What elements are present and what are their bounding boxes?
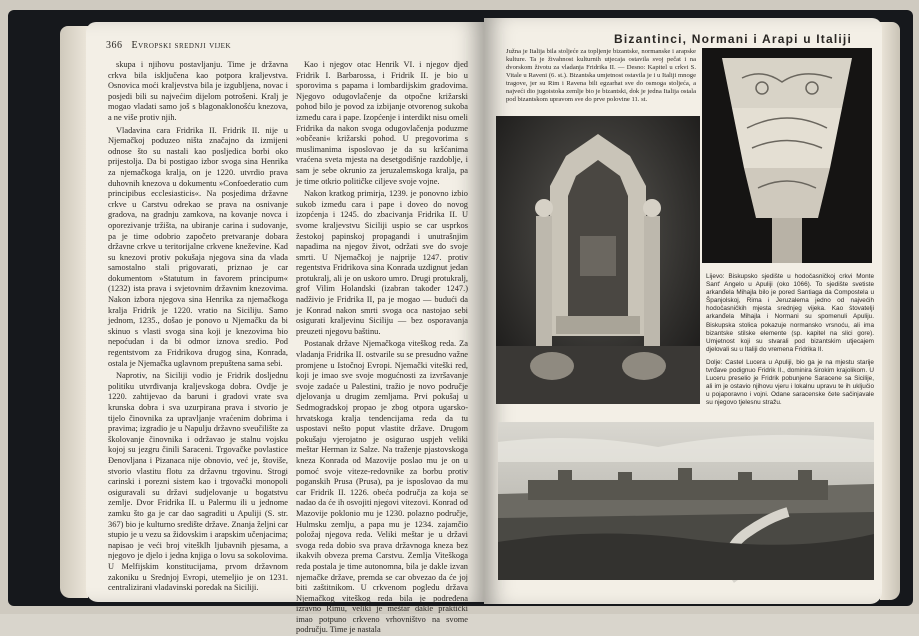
left-page [86, 22, 484, 635]
left-running-head [106, 40, 231, 51]
paragraph: Postanak države Njemačkoga viteškog reda. Za vladanja Fridrika II. ostvarile su se presudno važne promjene u Istočnoj Evropi. Njemački viteški red, koji je imao sve svoje mogućnosti za izvršavanje svoje zadaće u Palestini, tražio je novo područje djelovanja u drugim zemljama. Prvi pokušaj u Sedmogradskoj propao je zbog otpora ugarsko-hrvatskoga kralja tendencijama reda da tu uspostavi nešto poput vlastite države. Drugom pokušaju vjerojatno je osigurao uspjeh veliki meštar Herman iz Salze. Na traženje pjastovskoga kneza Konrada od Mazovije poslao mu je on u pomoć svoje viteze-redovnike za borbu protiv poganskih Prusa (Prusa), pa je isposlovao da mu car Fridrik II. 1226. obeća područja za koja se nadao da će ih osvojiti njegovi vitezovi. Konrad od Mazovije poklonio mu je 1230. polazno područje, Hulmsku zemlju, a papa mu je 1234. zajamčio položaj njegova reda. Veliki meštar je u državi svoga reda dobio sva prava državnoga kneza bez ikakvih obveza prema Carstvu. Zemlja Viteškoga reda postala je time autonomna, bila je dakle izvan njemačke države, premda se car obvezao da će joj biti zaštitnikom. U crkvenom pogledu država Njemačkog viteškog reda bila je podređena izravno Rimu, veliki je meštar dakle praktički imao potpuno crkveno vrhovništvo na svome području. Time je nastala [296, 339, 468, 635]
paragraph: Kao i njegov otac Henrik VI. i njegov djed Fridrik I. Barbarossa, i Fridrik II. je bio u sporovima s papama i lombardijskim gradovima. Njegovo odugovlačenje da otpočne križarski pohod bilo je povod za izbijanje otvorenog sukoba između cara i pape. Izopćenje i interdikt nisu omeli Fridrika da nakon svoga odugovlačenja poduzme »občeani« križarski pohod. U pregovorima s muslimanima isposlovao je da su kršćanima vraćena sveta mjesta na desetgodišnje razdoblje, i sam je sebe okrunio za jeruzalemskoga kralja, pa je time otkrio političke ciljeve svoje vojne. [296, 60, 468, 186]
caption-left: Lijevo: Biskupsko sjedište u hodočasničkoj crkvi Monte Sant' Angelo u Apuliji (oko 1066). To sjedište svetiste arkanđela Mihajla bilo je pored Santiaga da Compostela u Španjolskoj, Rima i Jeruzalema jedno od najvećih hodočasničkih mjesta srednjeg vijeka. Kao štovatelji arkanđela Mihajla i Normani su spomenuli Apuliju. Biskupska stolica pokazuje normansko vrsnoću, ali ima bizantske stilske elemente (sp. kapitel na slici gore). Umjetnost koji su stvarali pod bizantskim utjecajem djelovali su u Italiji do vremena Fridrika II. [706, 273, 874, 353]
right-page [484, 18, 882, 604]
bishop-throne-photo [496, 116, 700, 404]
caption-bottom: Dolje: Castel Lucera u Apuliji, bio ga je na mjestu starije tvrđave podignuo Fridrik II., dominira širokim krajolikom. U Luceru preselio je Fridrik pobunjene Saracene sa Sicilije, ali im je ostavio njihovu vjeru i lokalnu upravu te ih uključio u pojaporavno i vojni. Odane saracenske čete sačinjavale su njegovo tjelesnu stražu. [706, 358, 874, 407]
captions [706, 273, 874, 413]
page-edges-right [880, 22, 900, 600]
paragraph: Nakon kratkog primirja, 1239. je ponovno izbio sukob između cara i pape i doveo do novog izopćenja i 1245. do zbacivanja Fridrika II. U svome kraljevstvu Siciliji uspio se car usprkos žestokoj papinskoj propagandi i unutrašnjim napadima na njegov život, održati sve do svoje smrti. U Njemačkoj je najprije 1247. protiv regentstva Fridrikova sina Konrada uzdignut jedan protukralj, ali je on uskoro umro. Drugi protukralj, grof Vilim Holandski (izabran također 1247.) nadživio je Fridrika II, pa je mogao — budući da je Konrad nakon smrti svoga oca nastojao sebi osigurati kraljevinu Siciliju — bez osporavanja preuzeti njegovu baštinu. [296, 189, 468, 336]
intro-text: Južna je Italija bila stoljeće za topljenje bizantske, normanske i arapske kulture. Ta je živahnost kulturnih utjecaja ostavila svoj pečat i na dvorskom životu za vladanja Fridrika II. — Desno: Kapitel u crkvi S. Vitale u Raveni (6. st.). Bizantska umjetnost ostavila je i u Italiji mnoge tragove, jer su Rim i Ravena bili egzarhat sve do osmoga stoljeća, a najveći dio jugoistoka zemlje bio je bizantski, dok je jedna Italija ostala pod bizantskom upravom sve do prve polovine 11. st. [506, 48, 696, 103]
castle-photo [498, 422, 874, 580]
paragraph: skupa i njihovu postavljanju. Time je državna crkva bila isključena kao potpora kraljevstva. Osnovica moći kraljevstva bila je izgubljena, novac i posjedi bili su najvećim dijelom potrošeni. Kralj je mogao vladati samo još s blagonaklonošću knezova, a ne više protiv njih. [108, 60, 288, 122]
capital-photo [702, 48, 872, 263]
right-running-head: Bizantinci, Normani i Arapi u Italiji [614, 32, 852, 46]
paragraph: Vladavina cara Fridrika II. Fridrik II. nije u Njemačkoj poduzeo ništa značajno da izmijeni odnose što su nastali kao posljedica borbi oko prijestolja. Da bi postigao izbor svoga sina Henrika za njemačkoga kralja, on je 1220. utvrdio prava duhovnih knezova u dokumentu »Confoederatio cum principibus ecclesiasticis«. Na posjedima državne crkve u Carstvu odrekao se prava na osnivanje gradova, na gradnju zamkova, na kovanje novca i oporezivanje tržišta, na ubiranje carina i sudovanje, pa je time odobrio započeto pretvaranje dobara državne crkve u teritorijalne crkvene kneževine. Kad su knezovi protiv pokušaja njegova sina da vlada samostalno stali prigovarati, priznao je car dokumentom »Statutum in favorem principum« (1232) ista prava i svjetovnim državnim knezovima. Nakon izbora njegova sina Henrika za njemačkoga kralja Fridrik je 1220. vratio na Siciliju. Samo jednom, 1235., došao je ponovo u Njemačku da bi skinuo s vlasti svoga sina koji je knezovima bio nepoćudan i da bi odmor iznova sredio. Pod regentstvom za Fridrikova drugog sina, Konrada, ostala je Njemačka uglavnom prepuštena sama sebi. [108, 125, 288, 368]
running-head-title: Evropski srednji vijek [131, 40, 232, 51]
left-column-1 [108, 60, 288, 598]
page-edges-left [60, 26, 88, 598]
page-number: 366 [106, 40, 123, 51]
left-column-2 [296, 60, 468, 635]
paragraph: Naprotiv, na Siciliji vodio je Fridrik dosljednu politiku utvrđivanja kraljevskoga dobra. Ovdje je 1220. zahtijevao da baruni i gradovi vrate sva krunska dobra i sva uzurpirana prava i stvorio je tijelo činovnika za upravljanje vraćenim dobrima i pravima; izgradio je u Napulju državno sveučilište za školovanje činovnika i održavao je stalnu vojsku kojoj su jezgru činili Saraceni. Trgovačke povlastice Đenovljana i Pizanaca nije obnovio, već je, štoviše, stvorio vlastitu flotu za državnu trgovinu. Strogi carinski i porezni sistem kao i trgovački monopoli osiguravali su državi sudjelovanje u bogatstvu zemlje. Dvor Fridrika II. u Palermu ili u jednome zamku što ga je car dao sagraditi u Apuliji (S. str. 367) bio je kulturno središte države. Znanja željni car stupio je u vezu sa židovskim i arapskim učenjacima; napisao je veći broj vitešklh ljubavnih pjesama, a njegovo je djelo i jedna knjiga o lovu sa sokolovima. U Melfijskim konstitucijama, prvom državnom zakoniku u Srednjoj Evropi, utemeljio je on 1231. centralizirani vladavinski poredak na Siciliji. [108, 371, 288, 593]
